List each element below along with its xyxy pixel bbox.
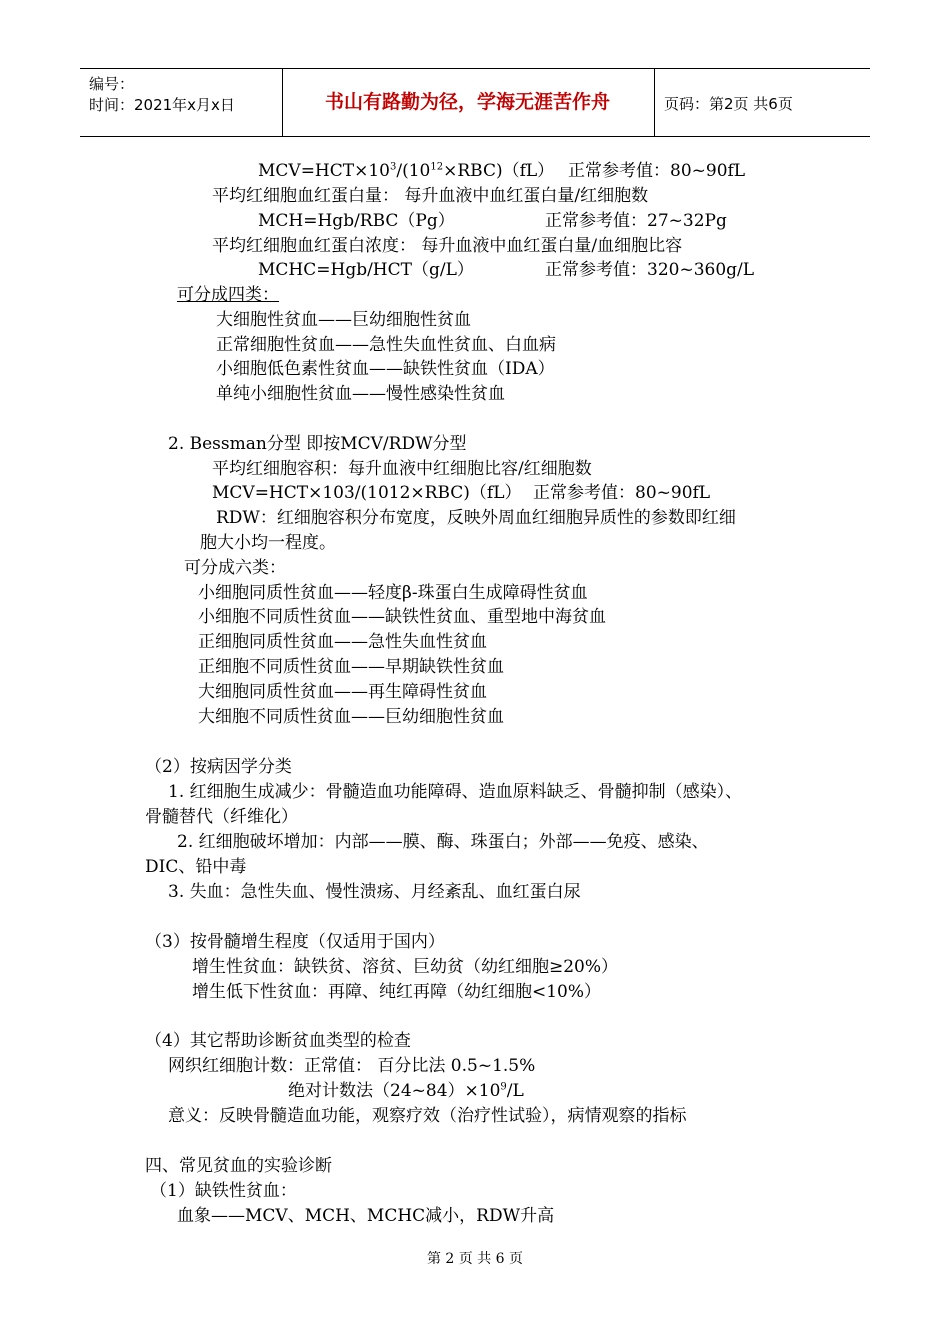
marrow-heading: （3）按骨髓增生程度（仅适用于国内） — [145, 932, 445, 952]
mchc-formula: MCHC=Hgb/HCT（g/L） — [258, 260, 474, 280]
list-item: 正细胞同质性贫血——急性失血性贫血 — [198, 632, 487, 652]
reticulocyte-count: 网织红细胞计数：正常值： 百分比法 0.5~1.5% — [168, 1056, 536, 1076]
mcv-formula: $MCV=HCT\times 10^3/(10^{12}\times RBC)(fL)$ — [258, 161, 555, 181]
list-item: 小细胞低色素性贫血——缺铁性贫血（IDA） — [216, 359, 555, 379]
page-footer: 第 2 页 共 6 页 — [426, 1251, 524, 1267]
mchc-definition: 平均红细胞血红蛋白浓度： 每升血液中血红蛋白量/血细胞比容 — [212, 236, 683, 256]
six-types-heading: 可分成六类： — [184, 558, 286, 578]
four-types-heading: 可分成四类： — [177, 285, 279, 305]
doc-code-label: 编号： — [89, 75, 135, 93]
etiology-heading: （2）按病因学分类 — [145, 757, 292, 777]
bessman-heading: 2. Bessman分型 即按MCV/RDW分型 — [168, 434, 467, 454]
doc-time-label: 时间：2021年x月x日 — [89, 96, 235, 114]
etiology-item-2: 2. 红细胞破坏增加：内部——膜、酶、珠蛋白；外部——免疫、感染、 — [177, 832, 709, 852]
rdw-definition: RDW：红细胞容积分布宽度，反映外周血红细胞异质性的参数即红细 — [216, 508, 736, 528]
list-item: 大细胞性贫血——巨幼细胞性贫血 — [216, 310, 471, 330]
etiology-item-2-cont: DIC、铅中毒 — [145, 857, 247, 877]
mcv-reference-2: 正常参考值：80~90fL — [533, 483, 711, 503]
list-item: 大细胞不同质性贫血——巨幼细胞性贫血 — [198, 707, 504, 727]
list-item: 小细胞同质性贫血——轻度β-珠蛋白生成障碍性贫血 — [198, 583, 588, 603]
header-motto: 书山有路勤为径，学海无涯苦作舟 — [324, 91, 610, 113]
reticulocyte-significance: 意义：反映骨髓造血功能，观察疗效（治疗性试验），病情观察的指标 — [168, 1106, 687, 1126]
list-item: 单纯小细胞性贫血——慢性感染性贫血 — [216, 384, 505, 404]
list-item: 正常细胞性贫血——急性失血性贫血、白血病 — [216, 335, 556, 355]
other-tests-heading: （4）其它帮助诊断贫血类型的检查 — [145, 1031, 411, 1051]
header-divider-1 — [282, 69, 283, 136]
marrow-item-2: 增生低下性贫血：再障、纯红再障（幼红细胞<10%） — [192, 982, 602, 1002]
ida-blood-picture: 血象——MCV、MCH、MCHC减小，RDW升高 — [177, 1206, 555, 1226]
ida-heading: （1）缺铁性贫血： — [150, 1181, 297, 1201]
reticulocyte-absolute: 绝对计数法$(24\sim 84)\times 10^9/L$ — [288, 1081, 524, 1101]
list-item: 大细胞同质性贫血——再生障碍性贫血 — [198, 682, 487, 702]
etiology-item-1-cont: 骨髓替代（纤维化） — [145, 807, 298, 827]
marrow-item-1: 增生性贫血：缺铁贫、溶贫、巨幼贫（幼红细胞≥20%） — [192, 957, 619, 977]
header-divider-2 — [654, 69, 655, 136]
mcv-definition: 平均红细胞容积：每升血液中红细胞比容/红细胞数 — [212, 459, 592, 479]
mch-formula: MCH=Hgb/RBC（Pg） — [258, 211, 455, 231]
mch-definition: 平均红细胞血红蛋白量： 每升血液中血红蛋白量/红细胞数 — [212, 186, 649, 206]
header-table — [80, 68, 870, 137]
page-indicator: 页码：第2页 共6页 — [664, 95, 793, 113]
section-four-heading: 四、常见贫血的实验诊断 — [145, 1156, 332, 1176]
mcv-formula-2: MCV=HCT×103/(1012×RBC)（fL） — [212, 483, 522, 503]
mch-reference: 正常参考值：27~32Pg — [545, 211, 727, 231]
list-item: 小细胞不同质性贫血——缺铁性贫血、重型地中海贫血 — [198, 607, 606, 627]
mchc-reference: 正常参考值：320~360g/L — [545, 260, 755, 280]
mcv-reference: 正常参考值：80~90fL — [568, 161, 746, 181]
list-item: 正细胞不同质性贫血——早期缺铁性贫血 — [198, 657, 504, 677]
rdw-definition-cont: 胞大小均一程度。 — [200, 533, 336, 553]
etiology-item-3: 3. 失血：急性失血、慢性溃疡、月经紊乱、血红蛋白尿 — [168, 882, 581, 902]
etiology-item-1: 1. 红细胞生成减少：骨髓造血功能障碍、造血原料缺乏、骨髓抑制（感染）、 — [168, 782, 743, 802]
